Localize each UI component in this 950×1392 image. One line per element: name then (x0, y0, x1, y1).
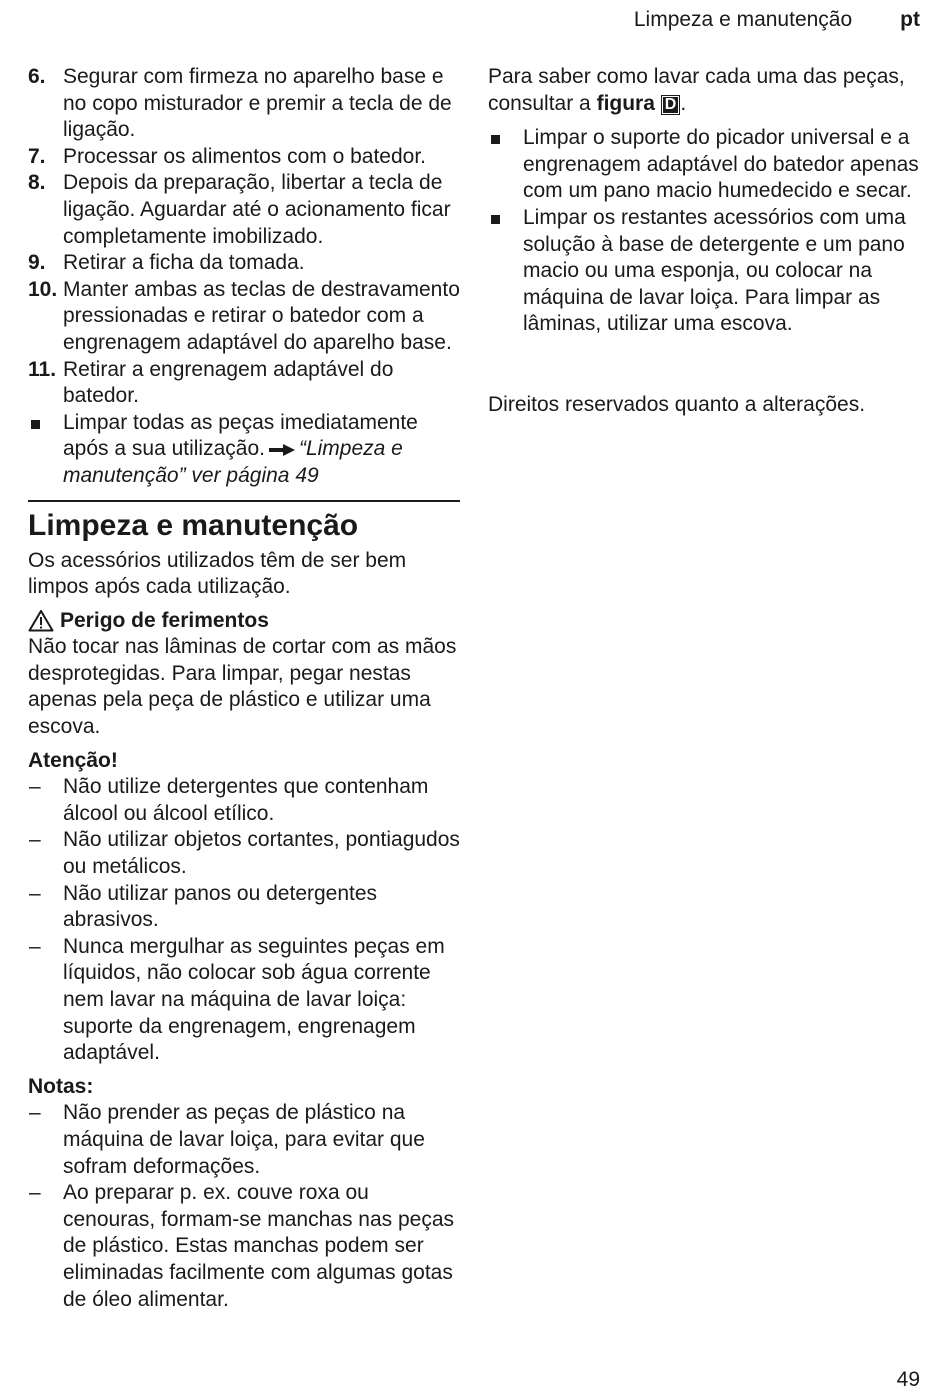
bullet-item (488, 125, 928, 205)
step-text: Segurar com firmeza no aparelho base e no copo misturador e premir a tecla de de ligação. (63, 65, 452, 142)
steps-list (28, 64, 460, 490)
bullet-text: Limpar os restantes acessórios com uma solução à base de detergente e um pano macio ou uma esponja, ou colocar na máquina de lavar loiça. Para limpar as lâminas, utilizar uma escova. (523, 205, 906, 336)
step-text: Retirar a engrenagem adaptável do batedor. (63, 357, 394, 408)
step-item (28, 64, 460, 144)
warning-triangle-icon (28, 609, 54, 632)
step-item (28, 250, 460, 277)
step-number: 11. (28, 357, 57, 381)
right-column (488, 64, 928, 419)
step-item (28, 357, 460, 410)
step-text: Processar os alimentos com o batedor. (63, 144, 427, 168)
attention-text: Nunca mergulhar as seguintes peças em líquidos, não colocar sob água corrente nem lavar na máquina de lavar loiça: suporte da engrenagem, engrenagem adaptável. (63, 934, 445, 1065)
arrow-right-icon (269, 444, 295, 456)
attention-item (28, 934, 460, 1067)
page-header (634, 6, 920, 34)
step-item (28, 144, 460, 171)
step-number: 9. (28, 251, 46, 275)
warning-title-text: Perigo de ferimentos (60, 608, 269, 632)
figure-letter-badge: D (661, 95, 681, 115)
note-text: Ao preparar p. ex. couve roxa ou cenouras, formam-se manchas nas peças de plástico. Estas manchas podem ser eliminadas facilmente com algumas gotas de óleo alimentar. (63, 1181, 455, 1311)
step-number: 7. (28, 144, 46, 168)
note-item (28, 1100, 460, 1180)
header-section-title: Limpeza e manutenção (633, 8, 853, 31)
attention-text: Não utilizar objetos cortantes, pontiagudos ou metálicos. (63, 828, 460, 879)
notes-title: Notas: (28, 1074, 94, 1098)
step-number: 10. (28, 277, 58, 301)
figure-label: figura (596, 91, 655, 115)
step-item (28, 170, 460, 250)
dash-marker: – (29, 934, 41, 958)
step-number: 6. (28, 65, 46, 88)
bullet-item (28, 410, 460, 490)
figure-intro-end: . (680, 91, 687, 115)
step-text: Manter ambas as teclas de destravamento pressionadas e retirar o batedor com a engrenagem adaptável do aparelho base. (63, 277, 460, 354)
figure-reference-paragraph (488, 64, 928, 117)
bullet-text: Limpar todas as peças imediatamente após a sua utilização. (63, 410, 418, 461)
dash-marker: – (29, 881, 41, 905)
step-text: Depois da preparação, libertar a tecla de ligação. Aguardar até o acionamento ficar completamente imobilizado. (63, 171, 451, 248)
figure-intro-text: Para saber como lavar cada uma das peças, consultar a (488, 65, 905, 115)
warning-title (28, 608, 460, 635)
note-text: Não prender as peças de plástico na máquina de lavar loiça, para evitar que sofram deformações. (63, 1101, 425, 1178)
attention-item (28, 881, 460, 934)
note-item (28, 1180, 460, 1313)
dash-marker: – (29, 828, 41, 852)
attention-item (28, 774, 460, 827)
attention-list (28, 774, 460, 1067)
dash-marker: – (29, 775, 41, 799)
step-text: Retirar a ficha da tomada. (63, 251, 305, 275)
rights-reserved-note: Direitos reservados quanto a alterações. (488, 392, 866, 416)
cross-reference-link[interactable]: “Limpeza e manutenção” ver página 49 (63, 437, 403, 487)
dash-marker: – (29, 1101, 41, 1125)
notes-list (28, 1100, 460, 1313)
attention-text: Não utilizar panos ou detergentes abrasivos. (63, 881, 378, 932)
attention-item (28, 827, 460, 880)
header-language-code: pt (900, 8, 920, 31)
section-heading: Limpeza e manutenção (28, 508, 359, 542)
warning-text: Não tocar nas lâminas de cortar com as mãos desprotegidas. Para limpar, pegar nestas apenas pela peça de plástico e utilizar uma escova. (28, 635, 457, 739)
attention-text: Não utilize detergentes que contenham álcool ou álcool etílico. (63, 775, 429, 825)
bullet-item (488, 205, 928, 338)
attention-title: Atenção! (28, 748, 118, 772)
step-number: 8. (28, 171, 46, 195)
section-divider (28, 500, 460, 502)
bullet-text: Limpar o suporte do picador universal e a engrenagem adaptável do batedor apenas com um pano macio humedecido e secar. (523, 126, 919, 203)
square-bullet-icon (488, 205, 500, 232)
dash-marker: – (29, 1181, 41, 1205)
section-intro: Os acessórios utilizados têm de ser bem limpos após cada utilização. (28, 548, 407, 599)
step-item (28, 277, 460, 357)
page-number: 49 (896, 1368, 920, 1391)
square-bullet-icon (488, 125, 500, 152)
cleaning-list (488, 125, 928, 338)
left-column (28, 64, 460, 1313)
square-bullet-icon (28, 410, 40, 437)
